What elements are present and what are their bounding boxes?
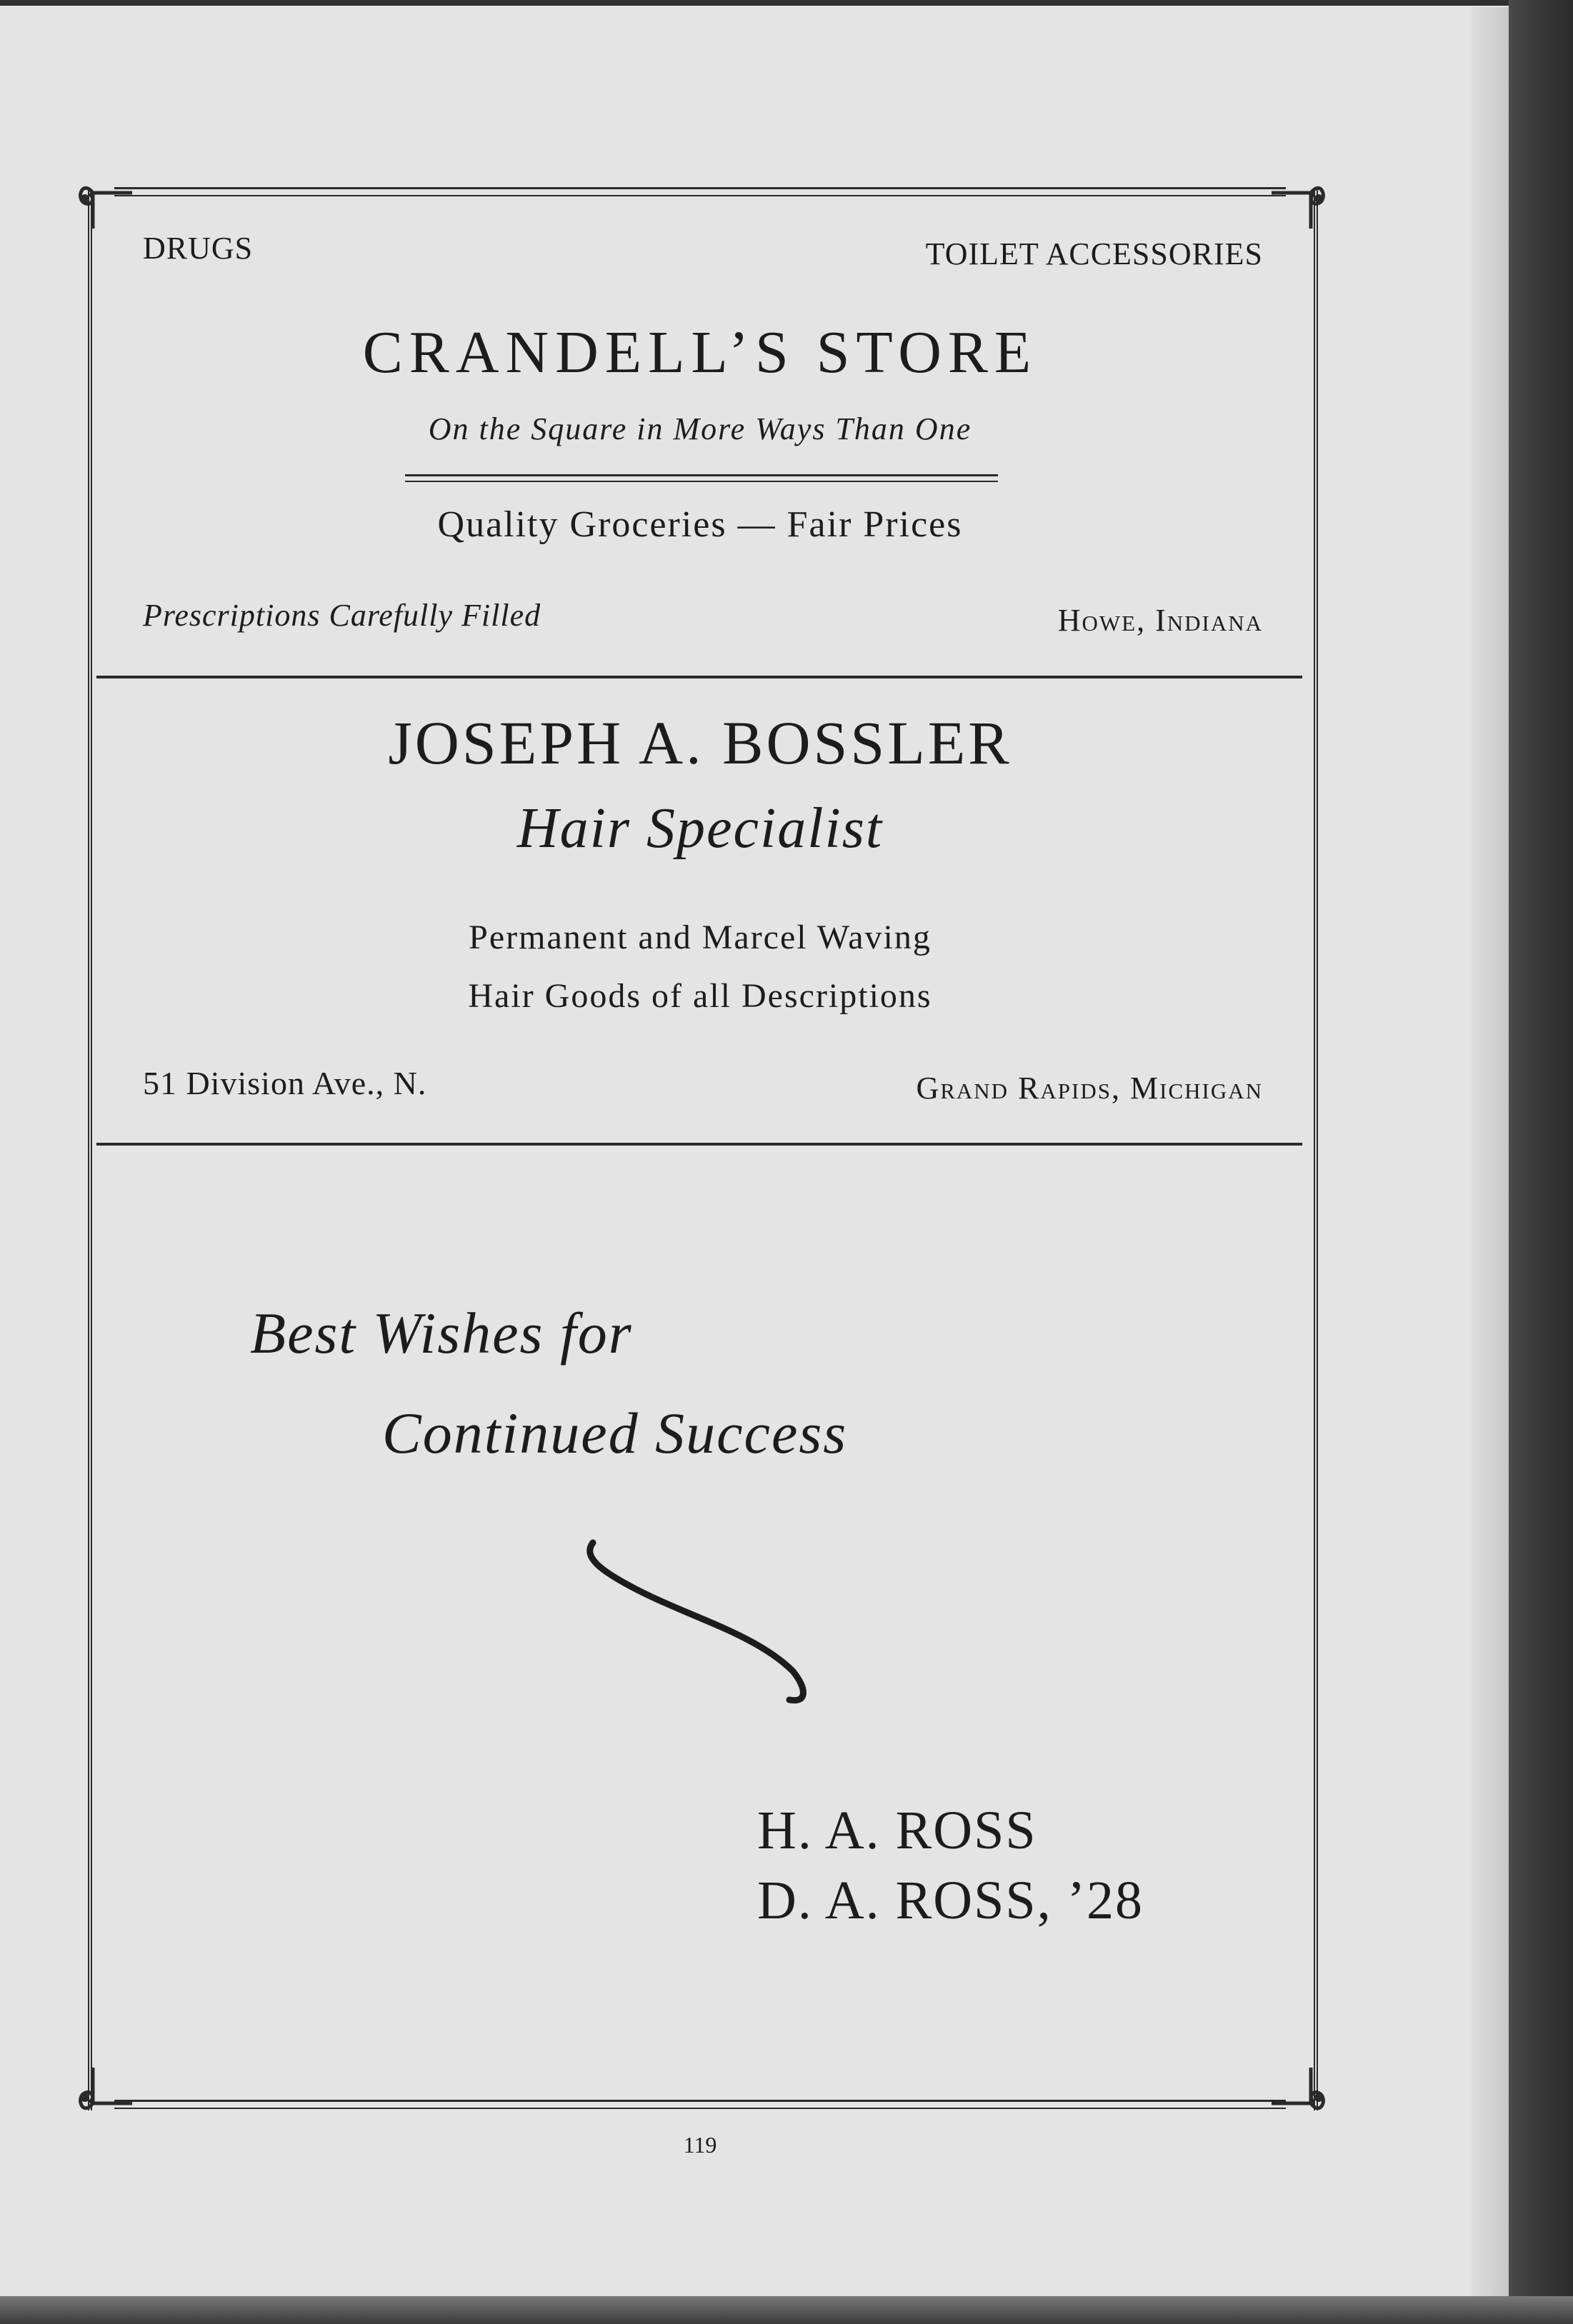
bossler-name: JOSEPH A. BOSSLER (388, 708, 1012, 777)
frame-bottom-rule (114, 2100, 1286, 2109)
book-spine (1509, 0, 1573, 2324)
crandell-motto: On the Square in More Ways Than One (428, 411, 972, 446)
bottom-shadow (0, 2296, 1573, 2324)
swash-flourish-icon (579, 1528, 822, 1714)
crandell-store-name: CRANDELL’S STORE (362, 319, 1038, 386)
frame-top-rule (114, 187, 1286, 196)
ross-name-1: H. A. ROSS (757, 1800, 1037, 1860)
ross-greeting-line2: Continued Success (382, 1401, 848, 1466)
crandell-prescriptions: Prescriptions Carefully Filled (143, 598, 541, 633)
crandell-divider (405, 474, 998, 482)
bossler-service-goods: Hair Goods of all Descriptions (468, 977, 932, 1015)
crandell-tagline: Quality Groceries — Fair Prices (437, 504, 963, 545)
bossler-address: 51 Division Ave., N. (143, 1065, 427, 1101)
corner-ornament-icon (68, 2068, 132, 2132)
bossler-service-waving: Permanent and Marcel Waving (469, 918, 932, 956)
page-number: 119 (683, 2132, 717, 2158)
section-divider (96, 676, 1302, 678)
crandell-drugs-label: DRUGS (143, 231, 254, 266)
bossler-city: Grand Rapids, Michigan (916, 1071, 1263, 1106)
corner-ornament-icon (1272, 2068, 1336, 2132)
corner-ornament-icon (1272, 164, 1336, 229)
crandell-toilet-label: TOILET ACCESSORIES (925, 236, 1263, 271)
section-divider (96, 1143, 1302, 1146)
corner-ornament-icon (68, 164, 132, 229)
crandell-location: Howe, Indiana (1057, 603, 1263, 638)
bossler-title: Hair Specialist (516, 797, 884, 860)
ross-greeting-line1: Best Wishes for (250, 1301, 633, 1366)
ross-name-2: D. A. ROSS, ’28 (757, 1870, 1144, 1930)
